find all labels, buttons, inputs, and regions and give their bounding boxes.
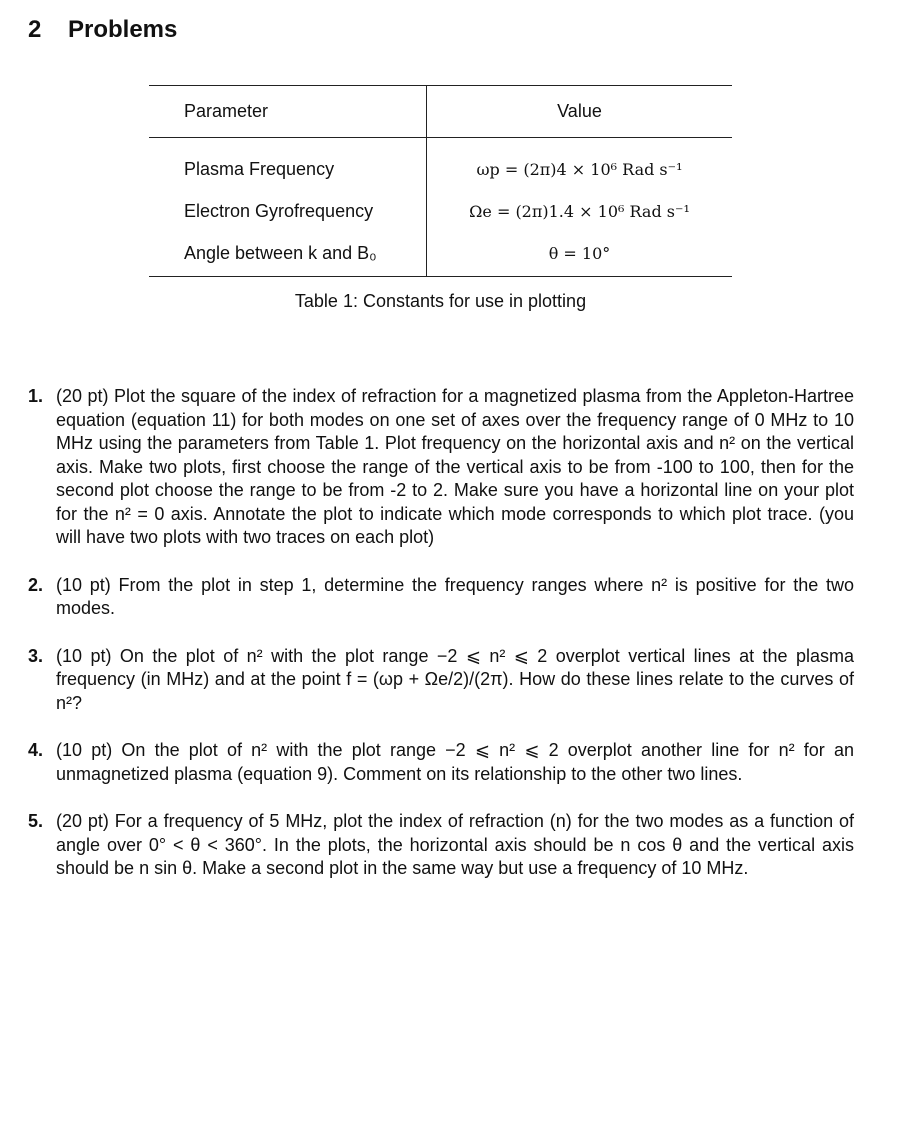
problem-item bbox=[28, 739, 854, 786]
problem-number: 3. bbox=[28, 645, 44, 666]
constants-table bbox=[149, 85, 732, 277]
problem-number: 5. bbox=[28, 811, 44, 831]
table-row bbox=[149, 138, 732, 191]
problem-item bbox=[28, 810, 854, 881]
header-parameter: Parameter bbox=[149, 86, 427, 138]
problem-text: (10 pt) From the plot in step 1, determine the frequency ranges where n² is positive for the two modes. bbox=[56, 574, 854, 618]
problem-text: (20 pt) For a frequency of 5 MHz, plot the index of refraction (n) for the two modes as a function of angle over 0° < θ < 360°. In the plots, the horizontal axis should be n cos θ and the vertical axis should be n sin θ. Make a second plot in the same way but use a frequency of 10 MHz. bbox=[56, 811, 854, 878]
problem-number: 2. bbox=[28, 574, 44, 595]
section-title: Problems bbox=[68, 16, 178, 43]
row-parameter: Plasma Frequency bbox=[149, 138, 427, 191]
table-caption: Table 1: Constants for use in plotting bbox=[294, 291, 587, 311]
problem-text: (10 pt) On the plot of n² with the plot range −2 ⩽ n² ⩽ 2 overplot vertical lines at the plasma frequency (in MHz) and at the point f = (ωp + Ωe/2)/(2π). How do these lines relate to the curves of n²? bbox=[56, 645, 854, 713]
problem-text: (10 pt) On the plot of n² with the plot range −2 ⩽ n² ⩽ 2 overplot another line for n² for an unmagnetized plasma (equation 9). Comment on its relationship to the other two lines. bbox=[56, 740, 854, 784]
table-row bbox=[149, 190, 732, 232]
row-value: ωp = (2π)4 × 10⁶ Rad s⁻¹ bbox=[476, 159, 683, 179]
problem-number: 1. bbox=[28, 386, 44, 406]
row-value: θ = 10° bbox=[427, 232, 733, 277]
header-value: Value bbox=[427, 86, 733, 138]
section-number: 2 bbox=[28, 16, 42, 43]
table-row bbox=[149, 232, 732, 277]
row-parameter: Angle between k and B₀ bbox=[149, 232, 427, 277]
problem-item bbox=[28, 574, 854, 621]
problem-item bbox=[28, 385, 854, 550]
problem-number: 4. bbox=[28, 740, 44, 760]
problem-list bbox=[28, 385, 854, 905]
row-value: Ωe = (2π)1.4 × 10⁶ Rad s⁻¹ bbox=[469, 201, 690, 221]
problem-item bbox=[28, 645, 854, 716]
constants-table-wrapper bbox=[149, 85, 732, 277]
section-heading bbox=[28, 14, 177, 46]
problem-text: (20 pt) Plot the square of the index of refraction for a magnetized plasma from the Appleton-Hartree equation (equation 11) for both modes on one set of axes over the frequency range of 0 MHz to 10 MHz using the parameters from Table 1. Plot frequency on the horizontal axis and n² on the vertical axis. Make two plots, first choose the range of the vertical axis to be from -100 to 100, then for the second plot choose the range to be from -2 to 2. Make sure you have a horizontal line on your plot for the n² = 0 axis. Annotate the plot to indicate which mode corresponds to which plot trace. (you will have two plots with two traces on each plot) bbox=[56, 386, 854, 547]
row-parameter: Electron Gyrofrequency bbox=[149, 190, 427, 232]
table-header-row bbox=[149, 86, 732, 138]
